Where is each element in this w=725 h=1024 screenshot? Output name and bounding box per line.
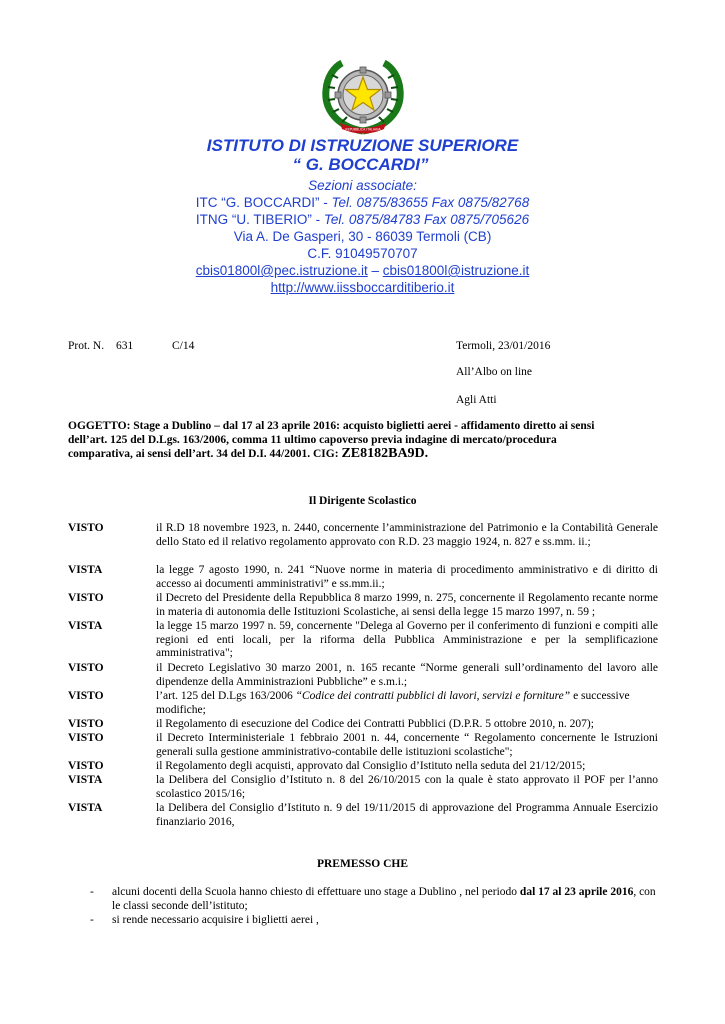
place-date: Termoli, 23/01/2016: [456, 340, 551, 352]
subject-line-2: dell’art. 125 del D.Lgs. 163/2006, comma 11 ultimo capoverso previa indagine di mercato/procedura: [68, 434, 557, 446]
premesso-item: si rende necessario acquisire i biglietti aerei ,: [112, 914, 319, 926]
recital-label: VISTO: [68, 592, 104, 604]
emblem-ribbon-text: REPUBBLICA ITALIANA: [345, 127, 381, 132]
fiscal-code: C.F. 91049570707: [307, 246, 418, 261]
classification-code: C/14: [172, 340, 195, 352]
signatory-heading: Il Dirigente Scolastico: [308, 495, 417, 507]
associated-sections-label: Sezioni associate:: [308, 178, 417, 193]
protocol-number: 631: [116, 340, 134, 352]
subject-block: [68, 419, 658, 461]
code-title: “Codice dei contratti pubblici di lavori, servizi e forniture”: [295, 690, 571, 702]
school-name: “ G. BOCCARDI”: [292, 155, 429, 174]
recital-text: la legge 15 marzo 1997 n. 59, concernente "Delega al Governo per il conferimento di funzioni e compiti alle regioni ed enti locali, per la riforma della Pubblica Amministrazione e per la semplificazione amministrativa";: [156, 620, 658, 659]
recital-text: il Decreto Legislativo 30 marzo 2001, n. 165 recante “Norme generali sull’ordinamento del lavoro alle dipendenze della Amministrazioni Pubbliche” e s.m.i.;: [156, 662, 658, 688]
cig-code: ZE8182BA9D.: [341, 446, 429, 461]
recital-label: VISTO: [68, 522, 104, 534]
recipient-albo: All’Albo on line: [456, 366, 533, 378]
recital-label: VISTO: [68, 662, 104, 674]
itng-contacts: Tel. 0875/84783 Fax 0875/705626: [323, 212, 530, 227]
recital-text: il R.D 18 novembre 1923, n. 2440, concernente l’amministrazione del Patrimonio e la Contabilità Generale dello Stato ed il relativo regolamento approvato con R.D. 23 maggio 1924, n. 827 e ss.mm. ii.;: [156, 522, 658, 548]
premesso-item: alcuni docenti della Scuola hanno chiesto di effettuare uno stage a Dublino , nel periodo dal 17 al 23 aprile 2016, con le classi seconde dell’istituto;: [112, 886, 656, 912]
bullet-dash: -: [90, 886, 94, 898]
recipient-atti: Agli Atti: [456, 394, 497, 406]
recital-label: VISTA: [68, 802, 103, 814]
itng-line: [0, 212, 725, 227]
recital-text: il Decreto Interministeriale 1 febbraio 2001 n. 44, concernente “ Regolamento concernente le Istruzioni generali sulla gestione amministrativo-contabile delle istituzioni scolastiche";: [156, 732, 658, 758]
website-link[interactable]: http://www.iissboccarditiberio.it: [270, 280, 455, 295]
recital-text: la Delibera del Consiglio d’Istituto n. 8 del 26/10/2015 con la quale è stato approvato il POF per l’anno scolastico 2015/16;: [156, 774, 658, 800]
recital-text: il Regolamento di esecuzione del Codice dei Contratti Pubblici (D.P.R. 5 ottobre 2010, n. 207);: [156, 718, 594, 730]
bullet-dash: -: [90, 914, 94, 926]
email-line: [0, 263, 725, 278]
stage-dates: dal 17 al 23 aprile 2016: [519, 886, 634, 898]
email-link[interactable]: cbis01800l@istruzione.it: [382, 263, 530, 278]
school-title: ISTITUTO DI ISTRUZIONE SUPERIORE: [206, 136, 519, 155]
recital-label: VISTA: [68, 620, 103, 632]
subject-line-1: OGGETTO: Stage a Dublino – dal 17 al 23 aprile 2016: acquisto biglietti aerei - affidamento diretto ai sensi: [68, 420, 595, 432]
itc-contacts: Tel. 0875/83655 Fax 0875/82768: [331, 195, 530, 210]
recital-label: VISTO: [68, 732, 104, 744]
recital-text: il Regolamento degli acquisti, approvato dal Consiglio d’Istituto nella seduta del 21/12/2015;: [156, 760, 586, 772]
subject-line-3: comparativa, ai sensi dell’art. 34 del D.I. 44/2001. CIG: ZE8182BA9D.: [68, 446, 429, 461]
recital-label: VISTO: [68, 690, 104, 702]
premesso-heading: PREMESSO CHE: [316, 858, 409, 870]
recital-label: VISTA: [68, 564, 103, 576]
recital-text: la Delibera del Consiglio d’Istituto n. 9 del 19/11/2015 di approvazione del Programma Annuale Esercizio finanziario 2016,: [156, 802, 658, 828]
recital-text: l’art. 125 del D.Lgs 163/2006 “Codice dei contratti pubblici di lavori, servizi e forniture” e successive modifiche;: [156, 690, 630, 716]
recital-label: VISTA: [68, 774, 103, 786]
recital-text: il Decreto del Presidente della Repubblica 8 marzo 1999, n. 275, concernente il Regolamento recante norme in materia di autonomia delle Istituzioni Scolastiche, ai sensi della legge 15 marzo 1997, n. 59 ;: [156, 592, 658, 618]
recital-text: la legge 7 agosto 1990, n. 241 “Nuove norme in materia di procedimento amministrativo e di diritto di accesso ai documenti amministrativi” e ss.mm.ii.;: [156, 564, 658, 590]
republic-emblem: [318, 55, 408, 135]
recital-label: VISTO: [68, 718, 104, 730]
itc-label: ITC “G. BOCCARDI” -: [195, 195, 332, 210]
itc-line: [0, 195, 725, 210]
pec-email-link[interactable]: cbis01800l@pec.istruzione.it: [195, 263, 368, 278]
address: Via A. De Gasperi, 30 - 86039 Termoli (CB): [233, 229, 492, 244]
email-separator: –: [367, 263, 383, 278]
recital-label: VISTO: [68, 760, 104, 772]
itng-label: ITNG “U. TIBERIO” -: [195, 212, 324, 227]
protocol-label: Prot. N.: [68, 340, 105, 352]
